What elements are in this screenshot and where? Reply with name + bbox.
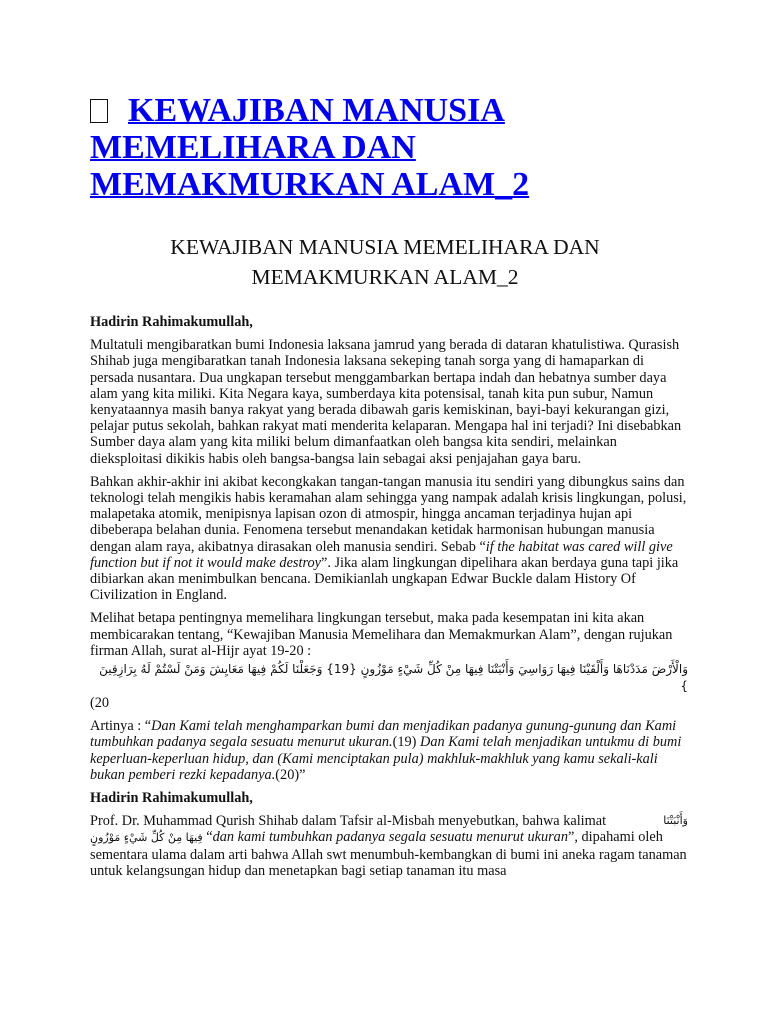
arabic-verse-number: (20 bbox=[90, 695, 110, 712]
salutation: Hadirin Rahimakumullah, bbox=[90, 314, 253, 330]
translation bbox=[90, 718, 688, 783]
translation-verse-19: Dan Kami telah menghamparkan bumi dan menjadikan padanya gunung-gunung dan Kami tumbuhkan padanya segala sesuatu menurut ukuran. bbox=[90, 718, 677, 751]
quote-open: “ bbox=[202, 829, 213, 846]
paragraph-2 bbox=[90, 474, 688, 604]
article-body bbox=[90, 314, 688, 886]
paragraph-2-text-end: ”. Jika alam lingkungan dipelihara akan berdaya guna tapi jika dibiarkan akan menimbulkan bencana. Demikianlah ungkapan Edwar Buckle dalam History Of Civilization in England. bbox=[90, 554, 679, 604]
paragraph-3: Melihat betapa pentingnya memelihara lingkungan tersebut, maka pada kesempatan ini kita akan membicarakan tentang, “Kewajiban Manusia Memelihara dan Memakmurkan Alam”, dengan rujukan firman Allah, surat al-Hijr ayat 19-20 : bbox=[90, 610, 673, 659]
salutation-2: Hadirin Rahimakumullah, bbox=[90, 790, 253, 807]
paragraph-4-text: Prof. Dr. Muhammad Qurish Shihab dalam Tafsir al-Misbah menyebutkan, bahwa kalimat bbox=[90, 813, 607, 830]
verse-number-20: (20)” bbox=[275, 766, 306, 783]
post-title-link[interactable] bbox=[90, 92, 690, 203]
missing-glyph-icon bbox=[90, 99, 108, 123]
translation-verse-20: Dan Kami telah menjadikan untukmu di bumi keperluan-keperluan hidup, dan (Kami menciptakan pula) makhluk-makhluk yang kamu sekali-kali bukan pemberi rezki kepadanya. bbox=[90, 734, 682, 783]
english-quote: if the habitat was cared will give function but if not it would make destroy bbox=[90, 538, 673, 571]
arabic-phrase: فِيهَا مِنْ كُلِّ شَيْءٍ مَوْزُونٍ bbox=[90, 831, 203, 845]
translation-label: Artinya : “ bbox=[90, 718, 152, 735]
article-heading: KEWAJIBAN MANUSIA MEMELIHARA DAN MEMAKMURKAN ALAM_2 bbox=[170, 235, 600, 289]
paragraph-2-text: Bahkan akhir-akhir ini akibat kecongkakan tangan-tangan manusia itu sendiri yang dibungkus sains dan teknologi telah mengikis habis keramahan alam sehingga yang nampak adalah krisis lingkungan, polusi, malapetaka atomik, menipisnya lapisan ozon di atmospir, hingga ancaman terjadinya hujan api dibeberapa belahan dunia. Fenomena tersebut menandakan ketidak harmonisan hubungan manusia dengan alam raya, akibatnya dirasakan oleh manusia sendiri. Sebab “ bbox=[90, 473, 687, 555]
paragraph-4-text-end: ”, dipahami oleh sementara ulama dalam arti bahwa Allah swt menumbuh-kembangkan di bumi ini aneka ragam tanaman untuk kelangsungan hidup dan menetapkan bagi setiap tanaman itu masa bbox=[90, 829, 687, 879]
arabic-verse: وَالْأَرْضَ مَدَدْنَاهَا وَأَلْقَيْنَا فِيهَا رَوَاسِيَ وَأَنْبَتْنَا فِيهَا مِنْ كُلِّ شَيْءٍ مَوْزُونٍ {19} وَجَعَلْنَا لَكُمْ فِيهَا مَعَايِشَ وَمَنْ لَسْتُمْ لَهُ بِرَازِقِينَ } bbox=[99, 662, 688, 694]
paragraph-4 bbox=[90, 813, 688, 879]
verse-number-19: (19) bbox=[392, 734, 420, 751]
arabic-word: وَأَنْبَتْنَا bbox=[663, 814, 688, 828]
post-title-anchor[interactable]: KEWAJIBAN MANUSIA MEMELIHARA DAN MEMAKMURKAN ALAM_2 bbox=[90, 92, 530, 203]
paragraph-1: Multatuli mengibaratkan bumi Indonesia laksana jamrud yang berada di dataran khatulistiwa. Qurasish Shihab juga mengibaratkan tanah Indonesia laksana sekeping tanah sorga yang di hamaparkan di persada nusantara. Dua ungkapan tersebut menggambarkan bertapa indah dan hebatnya sumber daya alam yang kita miliki. Kita Negara kaya, sumberdaya kita potensisal, tanah kita pun subur, Namun kenyataannya masih banya rakyat yang berada dibawah garis kemiskinan, bayi-bayi kekurangan gizi, pelajar putus sekolah, bahkan rakyat mati menderita kelaparan. Mengapa hal ini terjadi? Ini disebabkan Sumber daya alam yang kita miliki belum dimanfaatkan oleh bangsa kita sendiri, melainkan dieksploitasi dikikis habis oleh bangsa-bangsa lain sebagai aksi penjajahan gaya baru. bbox=[90, 337, 682, 467]
tafsir-quote: dan kami tumbuhkan padanya segala sesuatu menurut ukuran bbox=[212, 829, 568, 846]
